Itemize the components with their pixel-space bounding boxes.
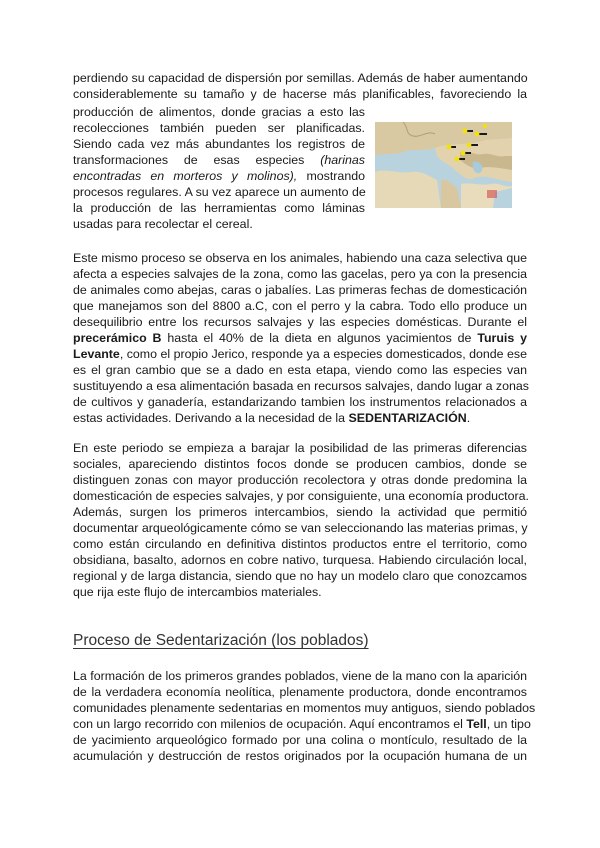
paragraph-3-line-8: obsidiana, basalto, adornos en cobre nativo, turquesa. Habiendo circulación local, <box>73 553 527 567</box>
paragraph-3-line-2: sociales, apareciendo distintos focos donde se producen cambios, donde se <box>73 457 527 471</box>
paragraph-1-line-6: transformaciones de esas especies (harinas <box>73 153 365 167</box>
bold-sedentarizacion: SEDENTARIZACIÓN <box>348 411 467 425</box>
map-icon <box>375 122 512 208</box>
paragraph-2-line-7: Levante, como el propio Jerico, responde ya a especies domesticados, donde ese <box>73 347 527 361</box>
paragraph-1-line-8: procesos regulares. A su vez aparece un aumento de <box>73 185 366 199</box>
paragraph-2-line-6: precerámico B hasta el 40% de la dieta en algunos yacimientos de Turuis y <box>73 331 527 345</box>
paragraph-1-line-1: perdiendo su capacidad de dispersión por semillas. Además de haber aumentando <box>73 71 528 85</box>
bold-tell: Tell <box>466 717 487 731</box>
paragraph-3-line-5: Además, surgen los primeros intercambios, siendo la actividad que permitió <box>73 505 527 519</box>
bold-turuis: Turuis y <box>477 331 527 345</box>
paragraph-4-line-1: La formación de los primeros grandes poblados, viene de la mano con la aparición <box>73 669 527 683</box>
paragraph-2-line-4: que manejamos son del 8800 a.C, con el perro y la cabra. Todo ello produce un <box>73 299 527 313</box>
paragraph-2-line-9: sustituyendo a esa alimentación basada en recursos salvajes, dando lugar a zonas <box>73 379 529 393</box>
paragraph-1-line-9: la producción de las herramientas como láminas <box>73 201 365 215</box>
paragraph-1-line-2: considerablemente su tamaño y de hacerse más planificables, favoreciendo la <box>73 87 527 101</box>
paragraph-2-line-8: es el gran cambio que se a dado en esta etapa, viendo como las especies van <box>73 363 527 377</box>
paragraph-3-line-9: regional y de larga distancia, siendo que no hay un modelo claro que conozcamos <box>73 569 527 583</box>
paragraph-1-line-7: encontradas en morteros y molinos), mostrando <box>73 169 365 183</box>
paragraph-3-line-10: que rija este flujo de intercambios materiales. <box>73 585 322 599</box>
paragraph-3-line-1: En este periodo se empieza a barajar la posibilidad de las primeras diferencias <box>73 441 527 455</box>
paragraph-2-line-2: afecta a especies salvajes de la zona, como las gacelas, pero ya con la presencia <box>73 267 527 281</box>
paragraph-3-line-3: distinguen zonas con mayor producción recolectora y otras donde predomina la <box>73 473 527 487</box>
paragraph-3-line-6: documentar arqueológicamente cómo se van seleccionando las materias primas, y <box>73 521 528 535</box>
bold-levante: Levante <box>73 347 120 361</box>
paragraph-1-line-3: producción de alimentos, donde gracias a esto las <box>73 105 365 119</box>
paragraph-3-line-7: como están circulando en definitiva distintos productos entre el territorio, como <box>73 537 527 551</box>
paragraph-2-line-5: desequilibrio entre los recursos salvajes y las especies domésticas. Durante el <box>73 315 527 329</box>
paragraph-2-line-11: estas actividades. Derivando a la necesidad de la SEDENTARIZACIÓN. <box>73 411 471 425</box>
paragraph-4-line-4: con un largo recorrido con milenios de ocupación. Aquí encontramos el Tell, un tipo <box>73 717 531 731</box>
paragraph-4-line-5: de yacimiento arqueológico formado por una colina o montículo, resultado de la <box>73 733 527 747</box>
paragraph-4-line-6: acumulación y destrucción de restos originados por la ocupación humana de un <box>73 749 527 763</box>
paragraph-2-line-1: Este mismo proceso se observa en los animales, habiendo una caza selectiva que <box>73 251 527 265</box>
paragraph-4-line-2: de la verdadera economía neolítica, plenamente productora, donde encontramos <box>73 685 527 699</box>
paragraph-1-line-4: recolecciones también pueden ser planificadas. <box>73 121 365 135</box>
map-image <box>375 122 512 208</box>
paragraph-2-line-3: de animales como abejas, caras o jabalíes. Las primeras fechas de domesticación <box>73 283 527 297</box>
bold-preceramico: precerámico B <box>73 331 162 345</box>
paragraph-3-line-4: domesticación de especies salvajes, y por consiguiente, una economía productora. <box>73 489 529 503</box>
paragraph-1-line-5: Siendo cada vez más abundantes los registros de <box>73 137 365 151</box>
paragraph-2-line-10: de cultivos y ganadería, estandarizando tambien los instrumentos relacionados a <box>73 395 527 409</box>
paragraph-4-line-3: comunidades plenamente sedentarias en momentos muy antiguos, siendo poblados <box>73 701 536 715</box>
paragraph-1-line-10: usadas para recolectar el cereal. <box>73 217 253 231</box>
section-heading: Proceso de Sedentarización (los poblados) <box>73 632 369 649</box>
